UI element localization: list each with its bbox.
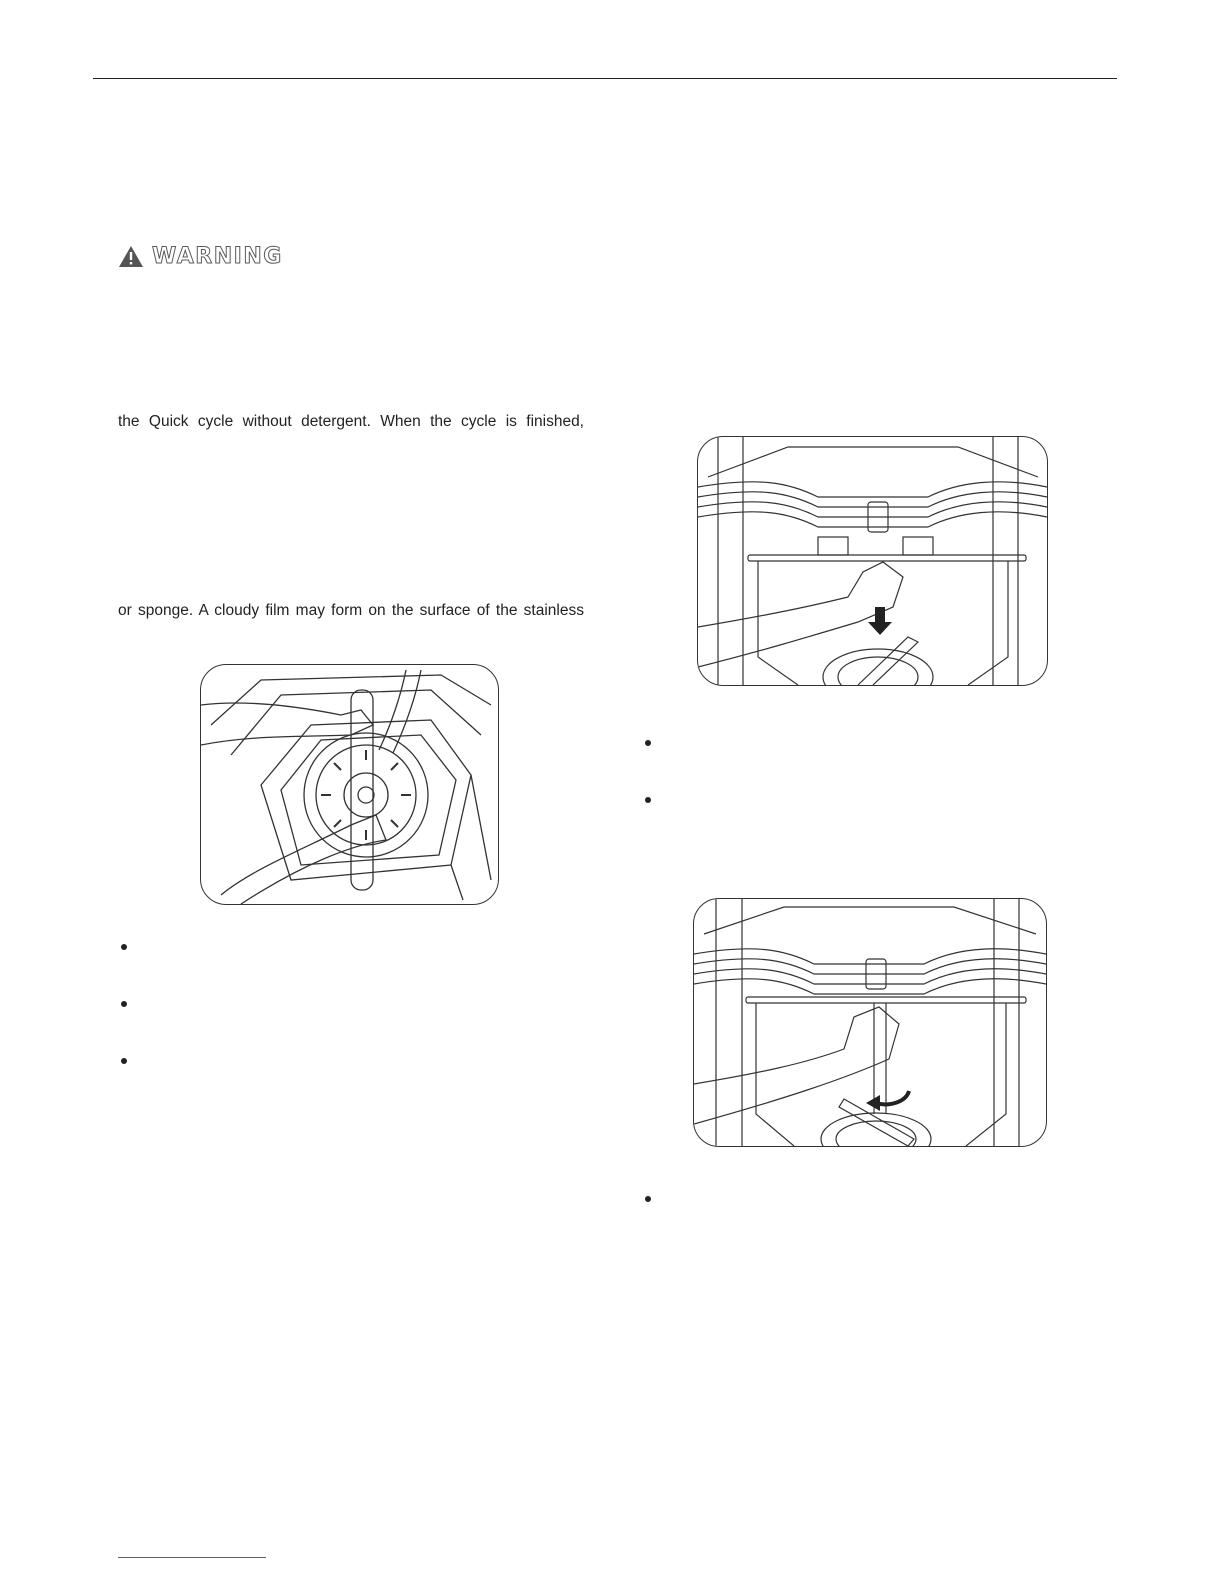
warning-heading <box>118 244 283 269</box>
bullet-right-3 <box>645 1196 651 1202</box>
header-rule <box>93 78 1117 79</box>
bullet-left-2 <box>121 1001 127 1007</box>
bullet-left-3 <box>121 1058 127 1064</box>
upper-arm-twist-illustration <box>694 899 1046 1146</box>
bullet-right-1 <box>645 740 651 746</box>
upper-arm-push-illustration <box>698 437 1047 685</box>
body-text-quick-cycle: the Quick cycle without detergent. When the cycle is finished, <box>118 413 584 430</box>
warning-triangle-icon <box>118 245 144 268</box>
figure-upper-arm-push <box>697 436 1048 686</box>
body-text-sponge: or sponge. A cloudy film may form on the surface of the stainless <box>118 602 584 619</box>
warning-label: WARNING <box>152 244 283 269</box>
footer-link-underline[interactable] <box>118 1557 266 1558</box>
figure-spray-arm-removal <box>200 664 499 905</box>
figure-upper-arm-twist <box>693 898 1047 1147</box>
bullet-left-1 <box>121 944 127 950</box>
spray-arm-removal-illustration <box>201 665 498 904</box>
bullet-right-2 <box>645 797 651 803</box>
